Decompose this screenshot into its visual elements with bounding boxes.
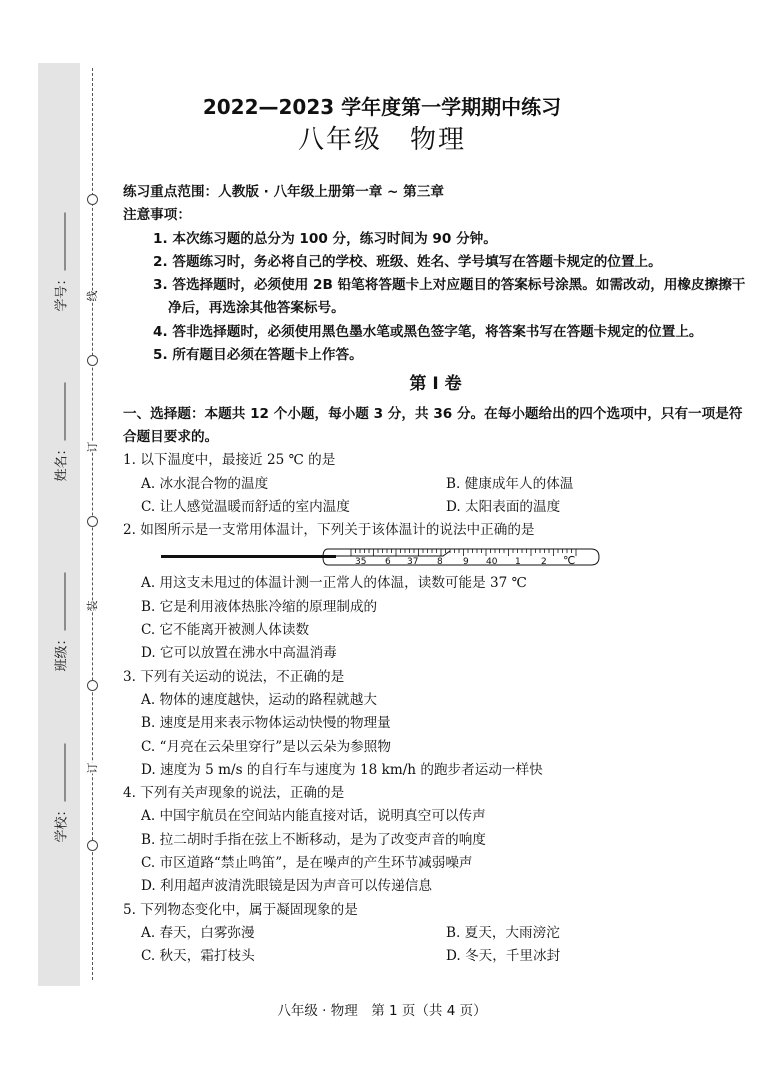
binding-hole: [87, 355, 98, 366]
school-field[interactable]: [51, 743, 70, 842]
binding-hole: [87, 680, 98, 691]
option: D. 利用超声波清洗眼镜是因为声音可以传递信息: [141, 878, 432, 895]
cut-word: 订: [83, 442, 101, 453]
option: D. 速度为 5 m/s 的自行车与速度为 18 km/h 的跑步者运动一样快: [141, 761, 543, 778]
class-field[interactable]: [51, 572, 70, 671]
note-item: 4. 答非选择题时，必须使用黑色墨水笔或黑色签字笔，将答案书写在答题卡规定的位置上。: [153, 323, 703, 340]
option: B. 拉二胡时手指在弦上不断移动，是为了改变声音的响度: [141, 831, 486, 848]
option: A. 物体的速度越快，运动的路程就越大: [141, 691, 377, 708]
option: C. “月亮在云朵里穿行”是以云朵为参照物: [141, 738, 391, 755]
binding-hole: [87, 194, 98, 205]
question-stem: 1. 以下温度中，最接近 25 ℃ 的是: [123, 452, 336, 469]
binding-hole: [87, 840, 98, 851]
note-item: 1. 本次练习题的总分为 100 分，练习时间为 90 分钟。: [153, 230, 497, 247]
exam-title: 2022—2023 学年度第一学期期中练习: [202, 95, 562, 119]
option: C. 它不能离开被测人体读数: [141, 622, 310, 639]
part-instructions: 一、选择题：本题共 12 个小题，每小题 3 分，共 36 分。在每小题给出的四个选项中，只有一项是符合题目要求的。: [123, 405, 743, 445]
scale-label: 37: [407, 557, 419, 568]
option: C. 让人感觉温暖而舒适的室内温度: [141, 498, 350, 515]
practice-scope: 练习重点范围：人教版 · 八年级上册第一章 ~ 第三章: [123, 184, 444, 200]
question-stem: 2. 如图所示是一支常用体温计，下列关于该体温计的说法中正确的是: [123, 522, 535, 539]
option: C. 市区道路“禁止鸣笛”，是在噪声的产生环节减弱噪声: [141, 855, 473, 872]
option: D. 太阳表面的温度: [446, 498, 561, 515]
thermometer-figure: [123, 544, 748, 570]
option: D. 冬天，千里冰封: [446, 948, 561, 965]
option-row: [123, 945, 748, 968]
option: B. 夏天，大雨滂沱: [446, 924, 560, 941]
student-id-field[interactable]: [51, 212, 70, 311]
binding-margin: [38, 63, 80, 986]
option: C. 秋天，霜打枝头: [141, 948, 255, 965]
field-label: 班级：: [54, 632, 70, 672]
option: B. 它是利用液体热胀冷缩的原理制成的: [141, 598, 378, 615]
section-title: 第 Ⅰ 卷: [409, 374, 462, 395]
option-row: [123, 922, 748, 945]
scale-label: 2: [541, 557, 547, 568]
question-stem: 5. 下列物态变化中，属于凝固现象的是: [123, 901, 358, 918]
binding-hole: [87, 516, 98, 527]
option: B. 速度是用来表示物体运动快慢的物理量: [141, 715, 391, 732]
note-item: 5. 所有题目必须在答题卡上作答。: [153, 347, 363, 364]
field-label: 姓名：: [54, 442, 70, 482]
scale-label: 35: [355, 557, 367, 568]
scale-label: 40: [486, 557, 498, 568]
option: A. 用这支未甩过的体温计测一正常人的体温，读数可能是 37 ℃: [141, 575, 527, 592]
option: A. 春天，白雾弥漫: [141, 924, 255, 941]
scale-label: 8: [437, 557, 443, 568]
exam-subtitle: 八年级 物理: [297, 125, 466, 155]
field-label: 学号：: [54, 272, 70, 312]
option: D. 它可以放置在沸水中高温消毒: [141, 645, 337, 662]
option: A. 冰水混合物的温度: [141, 475, 269, 492]
scale-unit: ℃: [563, 554, 576, 568]
name-field[interactable]: [51, 382, 70, 481]
note-item: 2. 答题练习时，务必将自己的学校、班级、姓名、学号填写在答题卡规定的位置上。: [153, 253, 662, 270]
cut-word: 订: [83, 763, 101, 774]
option-row: [123, 496, 748, 519]
option: A. 中国宇航员在空间站内能直接对话，说明真空可以传声: [141, 808, 486, 825]
question-stem: 4. 下列有关声现象的说法，正确的是: [123, 785, 345, 802]
cut-word: 线: [83, 291, 101, 302]
cut-word: 装: [83, 601, 101, 612]
scale-label: 9: [463, 557, 469, 568]
exam-content: [123, 181, 748, 969]
scale-label: 6: [385, 557, 391, 568]
thermometer-svg: [123, 544, 748, 570]
scale-label: 1: [515, 557, 521, 568]
note-item: 3. 答选择题时，必须使用 2B 铅笔将答题卡上对应题目的答案标号涂黑。如需改动，用橡皮擦擦干净后，再选涂其他答案标号。: [153, 277, 746, 317]
field-label: 学校：: [54, 803, 70, 843]
option: B. 健康成年人的体温: [446, 475, 574, 492]
question-stem: 3. 下列有关运动的说法，不正确的是: [123, 668, 345, 685]
option-row: [123, 473, 748, 496]
notes-heading: 注意事项：: [123, 207, 191, 224]
page-footer: 八年级 · 物理 第 1 页（共 4 页）: [277, 1003, 487, 1019]
